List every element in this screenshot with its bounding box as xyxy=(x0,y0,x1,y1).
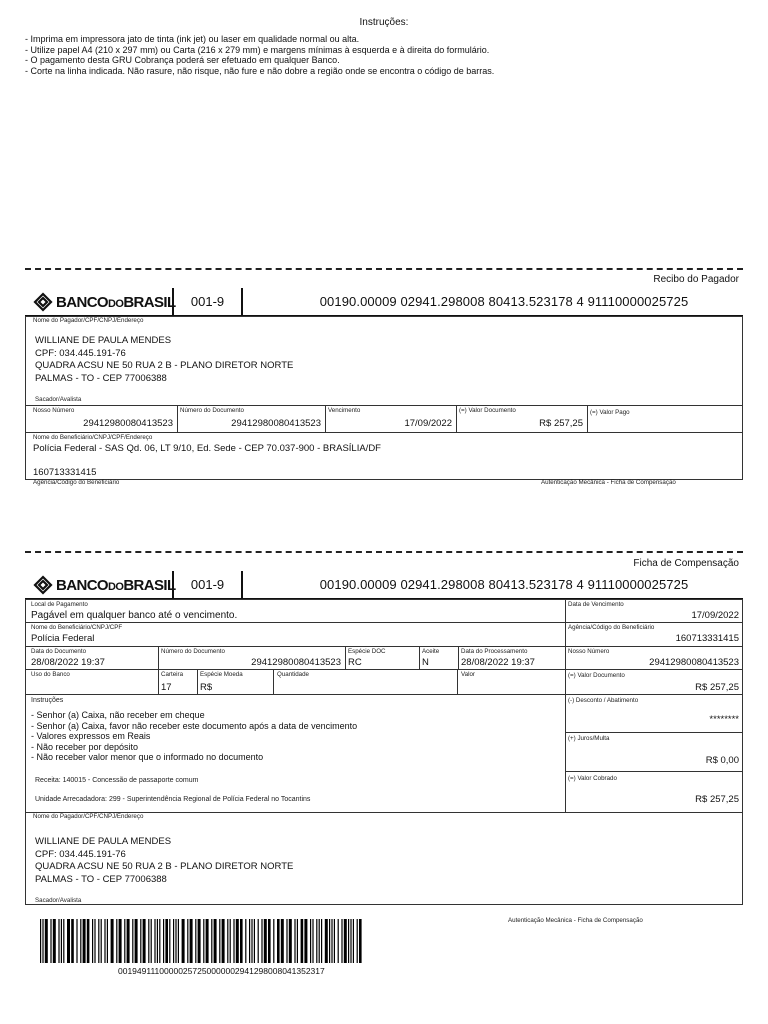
especie-doc: RC xyxy=(348,657,362,668)
barcode-bar xyxy=(163,919,164,963)
barcode-bar xyxy=(281,919,284,963)
vencimento: 17/09/2022 xyxy=(404,418,452,429)
barcode-bar xyxy=(187,919,188,963)
instruction-item: - O pagamento desta GRU Cobrança poderá ser efetuado em qualquer Banco. xyxy=(25,55,340,65)
num-doc-label: Número do Documento xyxy=(161,648,225,655)
digitable-line: 00190.00009 02941.298008 80413.523178 4 91110000025725 xyxy=(319,577,689,592)
barcode-bar xyxy=(92,919,93,963)
barcode-bar xyxy=(124,919,125,963)
ficha-title: Ficha de Compensação xyxy=(633,558,739,569)
barcode-bar xyxy=(249,919,250,963)
bank-code: 001-9 xyxy=(172,571,243,598)
barcode-bar xyxy=(182,919,185,963)
barcode-bar xyxy=(169,919,170,963)
bank-code: 001-9 xyxy=(172,288,243,315)
bank-header xyxy=(25,571,743,600)
barcode-bar xyxy=(310,919,311,963)
payer-label: Nome do Pagador/CPF/CNPJ/Endereço xyxy=(33,317,144,324)
barcode-bar xyxy=(94,919,95,963)
barcode-bar xyxy=(227,919,228,963)
barcode-bar xyxy=(233,919,234,963)
barcode-bar xyxy=(289,919,292,963)
nosso-numero: 29412980080413523 xyxy=(83,418,173,429)
payer-block: WILLIANE DE PAULA MENDES CPF: 034.445.191-76 QUADRA ACSU NE 50 RUA 2 B - PLANO DIRETOR NORTE PALMAS - TO - CEP 77006388 xyxy=(35,836,294,885)
barcode-bar xyxy=(116,919,117,963)
instr-block: - Senhor (a) Caixa, não receber em cheque - Senhor (a) Caixa, favor não receber este documento após a data de vencimento - Valores expressos em Reais - Não receber por depósito - Não receber valor menor que o informado no documento xyxy=(31,710,358,762)
barcode-bar xyxy=(240,919,243,963)
barcode-bar xyxy=(135,919,138,963)
data-proc: 28/08/2022 19:37 xyxy=(461,657,535,668)
barcode-bar xyxy=(329,919,330,963)
barcode-bar xyxy=(258,919,259,963)
barcode-bar xyxy=(236,919,239,963)
barcode-bar xyxy=(359,919,362,963)
beneficiario-label: Nome do Beneficiário/CNPJ/CPF/Endereço xyxy=(33,434,153,441)
beneficiario-label: Nome do Beneficiário/CNPJ/CPF xyxy=(31,624,123,631)
barcode-bar xyxy=(154,919,155,963)
barcode-bar xyxy=(67,919,70,963)
bank-logo: BANCODOBRASIL xyxy=(33,292,176,312)
barcode-bar xyxy=(71,919,74,963)
barcode-bar xyxy=(40,919,41,963)
payer-block: WILLIANE DE PAULA MENDES CPF: 034.445.191-76 QUADRA ACSU NE 50 RUA 2 B - PLANO DIRETOR NORTE PALMAS - TO - CEP 77006388 xyxy=(35,335,294,384)
beneficiario: Polícia Federal xyxy=(31,633,95,644)
barcode-bar xyxy=(344,919,347,963)
barcode-bar xyxy=(107,919,108,963)
barcode-bar xyxy=(140,919,141,963)
barcode-bar xyxy=(331,919,332,963)
agencia-label: Agência/Código do Beneficiário xyxy=(568,624,655,631)
barcode-bar xyxy=(203,919,204,963)
unidade: Unidade Arrecadadora: 299 - Superintendência Regional de Polícia Federal no Tocantins xyxy=(35,796,311,803)
barcode-bar xyxy=(42,919,43,963)
recibo-title: Recibo do Pagador xyxy=(653,274,739,285)
barcode-bar xyxy=(173,919,174,963)
bank-logo: BANCODOBRASIL xyxy=(33,575,176,595)
agencia-label: Agência/Código do Beneficiário xyxy=(33,479,120,486)
barcode-bar xyxy=(312,919,313,963)
barcode-bar xyxy=(353,919,354,963)
especie-moeda: R$ xyxy=(200,682,213,693)
barcode-bar xyxy=(254,919,255,963)
valor-doc-label: (=) Valor Documento xyxy=(459,407,516,414)
barcode-bar xyxy=(53,919,56,963)
valor-doc-label: (=) Valor Documento xyxy=(568,672,625,679)
barcode-bar xyxy=(222,919,225,963)
valor-pago-label: (=) Valor Pago xyxy=(590,409,630,416)
barcode-bar xyxy=(357,919,358,963)
data-doc-label: Data do Documento xyxy=(31,648,87,655)
barcode xyxy=(40,919,420,963)
barcode-bar xyxy=(334,919,335,963)
autenticacao-label: Autenticação Mecânica - Ficha de Compensação xyxy=(541,479,676,486)
cut-line xyxy=(25,551,743,553)
barcode-bar xyxy=(273,919,274,963)
barcode-bar xyxy=(338,919,339,963)
divider xyxy=(25,405,743,406)
aceite: N xyxy=(422,657,429,668)
barcode-bar xyxy=(198,919,201,963)
instr-label: Instruções xyxy=(31,697,64,704)
cut-line xyxy=(25,268,743,270)
barcode-bar xyxy=(286,919,287,963)
barcode-bar xyxy=(175,919,176,963)
barcode-bar xyxy=(214,919,217,963)
barcode-bar xyxy=(261,919,262,963)
beneficiario: Polícia Federal - SAS Qd. 06, LT 9/10, Ed. Sede - CEP 70.037-900 - BRASÍLIA/DF xyxy=(33,443,381,454)
local-pagamento: Pagável em qualquer banco até o vencimento. xyxy=(31,610,238,621)
num-doc: 29412980080413523 xyxy=(231,418,321,429)
barcode-bar xyxy=(264,919,267,963)
nosso-numero-label: Nosso Número xyxy=(33,407,75,414)
agencia: 160713331415 xyxy=(33,467,97,478)
juros-label: (+) Juros/Multa xyxy=(568,735,610,742)
payer-label: Nome do Pagador/CPF/CNPJ/Endereço xyxy=(33,813,144,820)
barcode-bar xyxy=(350,919,351,963)
barcode-bar xyxy=(61,919,62,963)
instruction-item: - Corte na linha indicada. Não rasure, não risque, não fure e não dobre a região onde se encontra o código de barras. xyxy=(25,65,495,76)
carteira-label: Carteira xyxy=(161,671,184,678)
quantidade-label: Quantidade xyxy=(277,671,309,678)
nosso-num-label: Nosso Número xyxy=(568,648,610,655)
barcode-bar xyxy=(316,919,317,963)
desconto-label: (-) Desconto / Abatimento xyxy=(568,697,639,704)
barcode-bar xyxy=(119,919,122,963)
instructions-list xyxy=(25,34,494,76)
sacador-label: Sacador/Avalista xyxy=(35,897,82,904)
barcode-bar xyxy=(304,919,307,963)
barcode-bar xyxy=(63,919,64,963)
instruction-item: - Imprima em impressora jato de tinta (ink jet) ou laser em qualidade normal ou alta. xyxy=(25,34,360,44)
especie-moeda-label: Espécie Moeda xyxy=(200,671,243,678)
autenticacao-label: Autenticação Mecânica - Ficha de Compensação xyxy=(508,917,643,924)
barcode-bar xyxy=(127,919,130,963)
barcode-bar xyxy=(157,919,158,963)
barcode-bar xyxy=(211,919,212,963)
barcode-bar xyxy=(104,919,105,963)
barcode-bar xyxy=(294,919,295,963)
desconto: ******** xyxy=(709,714,739,725)
barcode-bar xyxy=(50,919,51,963)
barcode-bar xyxy=(101,919,102,963)
barcode-bar xyxy=(251,919,252,963)
barcode-bar xyxy=(348,919,349,963)
barcode-bar xyxy=(132,919,133,963)
barcode-bar xyxy=(341,919,342,963)
especie-doc-label: Espécie DOC xyxy=(348,648,386,655)
barcode-bar xyxy=(58,919,59,963)
barcode-bar xyxy=(148,919,149,963)
barcode-bar xyxy=(230,919,231,963)
valor-label: Valor xyxy=(461,671,475,678)
bank-logo-icon xyxy=(33,575,53,595)
vencimento-label: Vencimento xyxy=(328,407,361,414)
barcode-bar xyxy=(87,919,90,963)
local-label: Local de Pagamento xyxy=(31,601,88,608)
barcode-bar xyxy=(219,919,220,963)
bank-header xyxy=(25,288,743,317)
data-doc: 28/08/2022 19:37 xyxy=(31,657,105,668)
aceite-label: Aceite xyxy=(422,648,440,655)
barcode-bar xyxy=(165,919,168,963)
barcode-bar xyxy=(178,919,179,963)
barcode-bar xyxy=(80,919,81,963)
juros: R$ 0,00 xyxy=(705,755,739,766)
receita: Receita: 140015 - Concessão de passaporte comum xyxy=(35,777,199,784)
agencia: 160713331415 xyxy=(675,633,739,644)
num-doc-label: Número do Documento xyxy=(180,407,244,414)
barcode-bar xyxy=(190,919,193,963)
valor-doc: R$ 257,25 xyxy=(539,418,583,429)
barcode-bar xyxy=(319,919,320,963)
barcode-bar xyxy=(321,919,322,963)
bank-logo-icon xyxy=(33,292,53,312)
carteira: 17 xyxy=(161,682,172,693)
barcode-bar xyxy=(268,919,271,963)
cobrado-label: (=) Valor Cobrado xyxy=(568,775,617,782)
uso-banco-label: Uso do Banco xyxy=(31,671,70,678)
sacador-label: Sacador/Avalista xyxy=(35,396,82,403)
data-proc-label: Data do Processamento xyxy=(461,648,528,655)
barcode-bar xyxy=(195,919,196,963)
barcode-bar xyxy=(143,919,146,963)
vencimento-label: Data de Vencimento xyxy=(568,601,624,608)
barcode-bar xyxy=(245,919,246,963)
barcode-bar xyxy=(206,919,209,963)
vencimento: 17/09/2022 xyxy=(691,610,739,621)
barcode-bar xyxy=(83,919,86,963)
barcode-bar xyxy=(45,919,48,963)
barcode-bar xyxy=(325,919,328,963)
barcode-bar xyxy=(76,919,77,963)
barcode-number: 00194911100000257250000002941298008041352317 xyxy=(118,966,325,976)
barcode-bar xyxy=(301,919,304,963)
num-doc: 29412980080413523 xyxy=(251,657,341,668)
barcode-bar xyxy=(151,919,152,963)
barcode-bar xyxy=(277,919,280,963)
instructions-title: Instruções: xyxy=(359,17,409,28)
barcode-bar xyxy=(297,919,298,963)
instruction-item: - Utilize papel A4 (210 x 297 mm) ou Carta (216 x 279 mm) e margens mínimas à esquerda e à direita do formulário. xyxy=(25,44,490,55)
valor-doc: R$ 257,25 xyxy=(695,682,739,693)
barcode-bar xyxy=(98,919,99,963)
digitable-line: 00190.00009 02941.298008 80413.523178 4 91110000025725 xyxy=(319,294,689,309)
nosso-num: 29412980080413523 xyxy=(649,657,739,668)
cobrado: R$ 257,25 xyxy=(695,794,739,805)
barcode-bar xyxy=(111,919,114,963)
barcode-bar xyxy=(159,919,160,963)
